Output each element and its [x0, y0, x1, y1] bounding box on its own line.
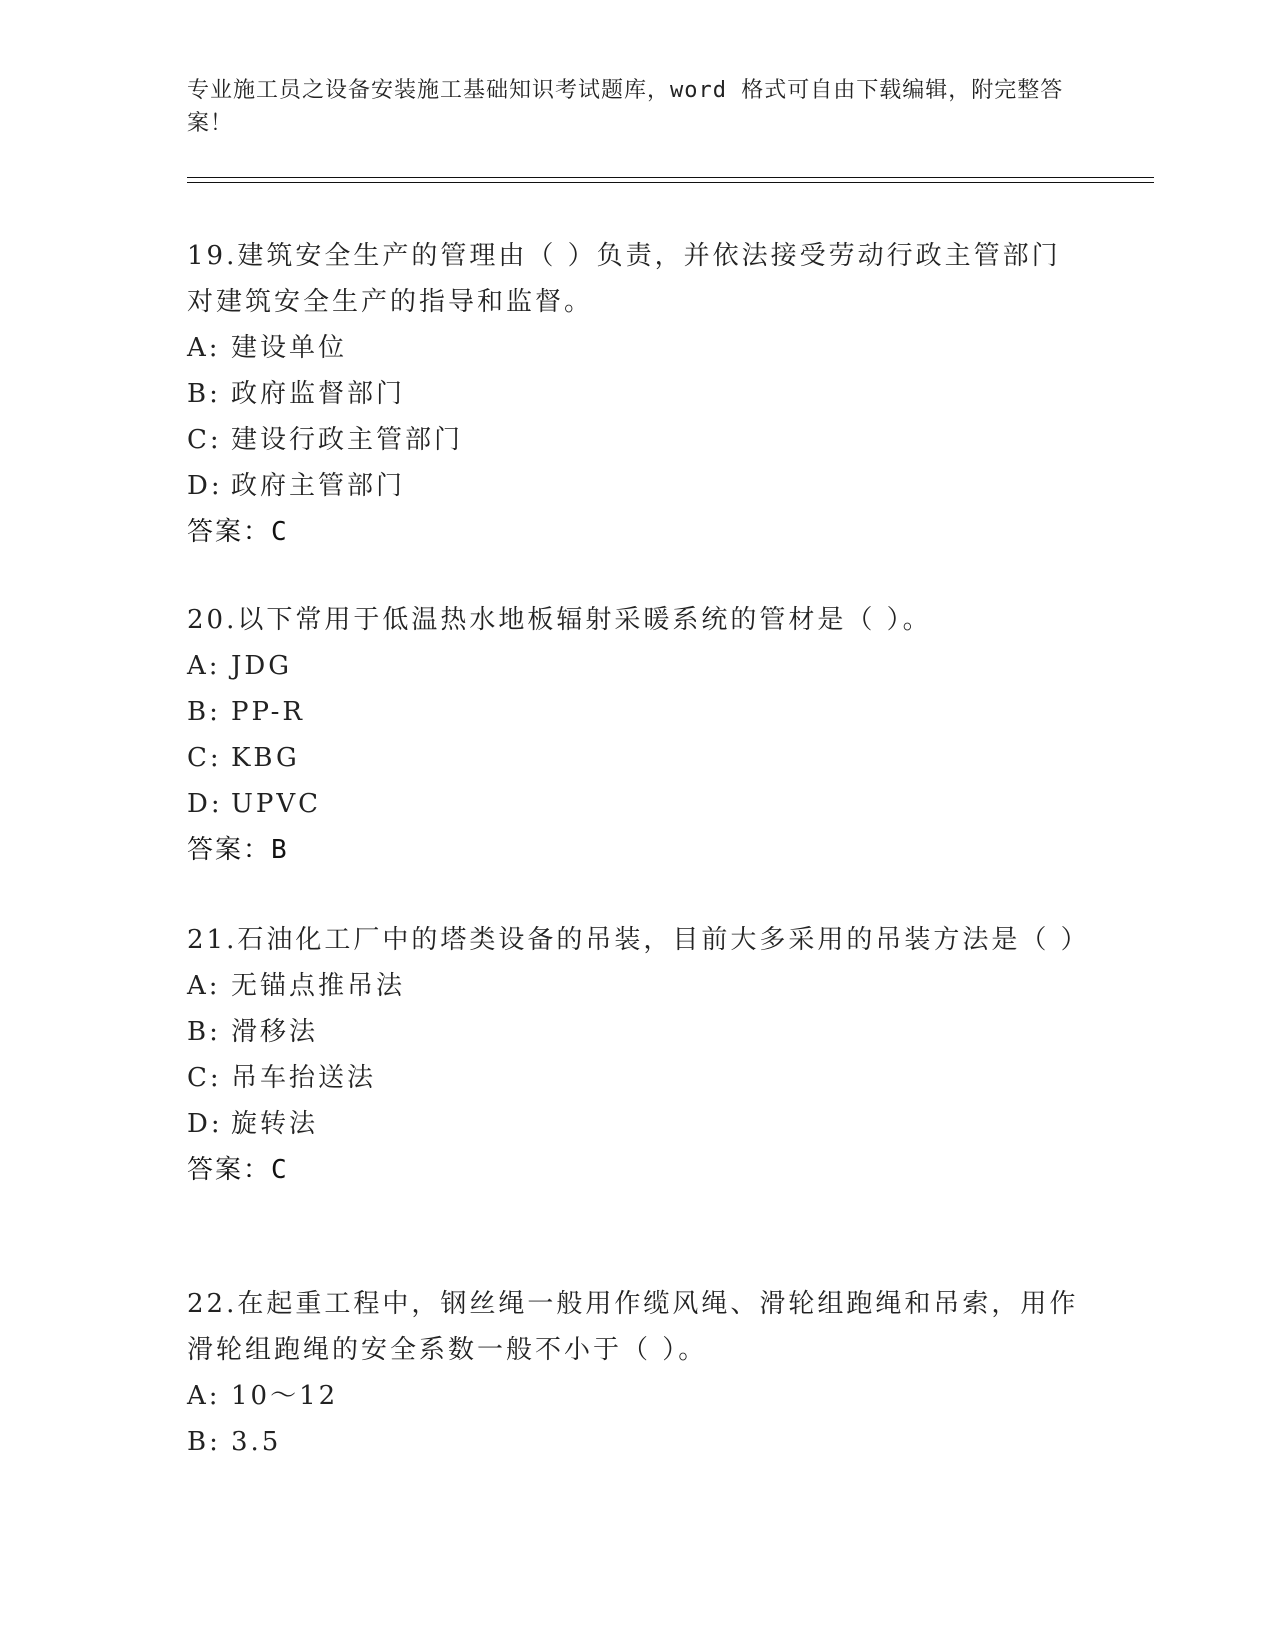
- option-text: JDG: [231, 651, 293, 681]
- option-d: [187, 463, 1087, 509]
- option-d: [187, 781, 1087, 827]
- answer-line: 答案：C: [187, 1155, 289, 1185]
- option-text: 吊车抬送法: [231, 1063, 377, 1093]
- option-c: [187, 417, 1087, 463]
- option-a: [187, 325, 1087, 371]
- option-b: [187, 1009, 1087, 1055]
- option-letter: C:: [187, 1063, 222, 1093]
- question-20: [187, 597, 1087, 873]
- option-c: [187, 1055, 1087, 1101]
- header-divider-top: [187, 177, 1154, 178]
- option-text: 建设行政主管部门: [231, 425, 464, 455]
- option-letter: A:: [187, 651, 221, 681]
- option-text: 3.5: [231, 1427, 282, 1457]
- option-text: 10～12: [231, 1381, 339, 1411]
- option-text: 政府主管部门: [231, 471, 406, 501]
- option-text: 无锚点推吊法: [231, 971, 406, 1001]
- option-b: [187, 689, 1087, 735]
- question-22: [187, 1281, 1087, 1465]
- question-21: [187, 917, 1090, 1193]
- option-letter: D:: [187, 471, 223, 501]
- option-letter: C:: [187, 425, 222, 455]
- option-text: 政府监督部门: [231, 379, 406, 409]
- option-c: [187, 735, 1087, 781]
- option-b: [187, 1419, 1087, 1465]
- option-text: 建设单位: [231, 333, 348, 363]
- option-a: [187, 963, 1087, 1009]
- document-header: 专业施工员之设备安装施工基础知识考试题库，word 格式可自由下载编辑，附完整答案！: [187, 78, 1064, 136]
- option-text: UPVC: [231, 789, 322, 819]
- answer-line: 答案：C: [187, 517, 289, 547]
- question-text: 20.以下常用于低温热水地板辐射采暖系统的管材是（ ）。: [187, 605, 932, 635]
- question-19: [187, 233, 1087, 555]
- option-letter: D:: [187, 1109, 223, 1139]
- question-text: 21.石油化工厂中的塔类设备的吊装，目前大多采用的吊装方法是（ ）: [187, 925, 1090, 955]
- option-letter: A:: [187, 1381, 221, 1411]
- header-divider-bottom: [187, 182, 1154, 183]
- option-letter: A:: [187, 971, 221, 1001]
- option-a: [187, 1373, 1087, 1419]
- option-a: [187, 643, 1087, 689]
- option-letter: B:: [187, 697, 221, 727]
- option-letter: C:: [187, 743, 222, 773]
- option-letter: B:: [187, 379, 221, 409]
- question-text: 22.在起重工程中，钢丝绳一般用作缆风绳、滑轮组跑绳和吊索，用作滑轮组跑绳的安全系数一般不小于（ ）。: [187, 1289, 1079, 1365]
- option-text: 旋转法: [231, 1109, 319, 1139]
- option-text: PP-R: [231, 697, 305, 727]
- option-letter: B:: [187, 1427, 221, 1457]
- option-b: [187, 371, 1087, 417]
- option-text: 滑移法: [231, 1017, 319, 1047]
- option-text: KBG: [231, 743, 300, 773]
- option-letter: A:: [187, 333, 221, 363]
- answer-line: 答案：B: [187, 835, 289, 865]
- option-d: [187, 1101, 1087, 1147]
- question-text: 19.建筑安全生产的管理由（ ）负责，并依法接受劳动行政主管部门对建筑安全生产的指导和监督。: [187, 241, 1061, 317]
- option-letter: D:: [187, 789, 223, 819]
- option-letter: B:: [187, 1017, 221, 1047]
